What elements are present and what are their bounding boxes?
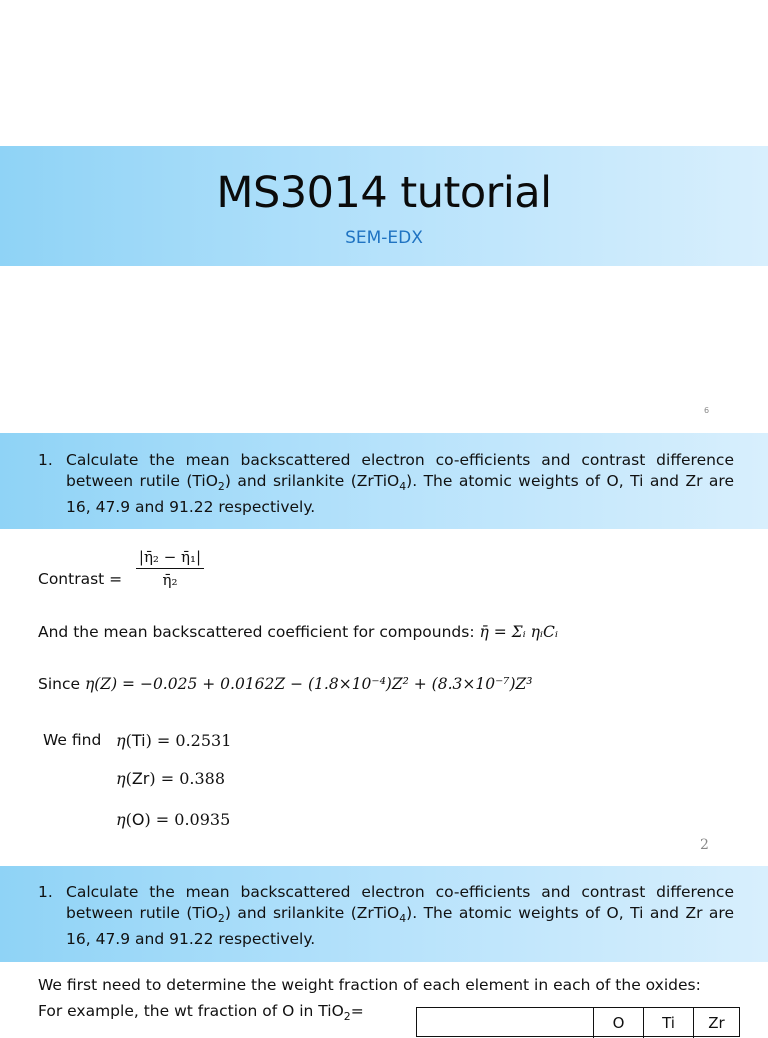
mean-coefficient-formula: η̄ = Σᵢ ηᵢCᵢ bbox=[479, 623, 559, 641]
weight-fraction-example: For example, the wt fraction of O in TiO$_2$= bbox=[38, 1002, 364, 1024]
question-body: Calculate the mean backscattered electron co-efficients and contrast difference between rutile (TiO$_2$) and srilankite (ZrTiO$_4$). The atomic weights of O, Ti and Zr are 16, 47.9 and 91.22 respectively. bbox=[66, 451, 734, 517]
we-find-label: We find bbox=[43, 731, 102, 749]
question-text-2 bbox=[38, 882, 734, 950]
question-number: 1. bbox=[38, 451, 53, 469]
table-header-zr: Zr bbox=[693, 1008, 739, 1038]
contrast-label: Contrast = bbox=[38, 570, 123, 588]
contrast-denominator: η̄₂ bbox=[162, 571, 178, 589]
table-header-o: O bbox=[593, 1008, 643, 1038]
eta-zr: η(Zr) = 0.388 bbox=[116, 769, 226, 788]
weight-fraction-intro: We first need to determine the weight fraction of each element in each of the oxides: bbox=[38, 976, 701, 994]
since-label: Since bbox=[38, 675, 81, 693]
eta-o: η(O) = 0.0935 bbox=[116, 810, 231, 829]
weight-fraction-table bbox=[416, 1007, 740, 1037]
eta-ti: η(Ti) = 0.2531 bbox=[116, 731, 232, 750]
table-header-ti: Ti bbox=[643, 1008, 693, 1038]
mean-coefficient-line bbox=[38, 623, 558, 641]
contrast-fraction bbox=[136, 548, 204, 589]
slide-subtitle: SEM-EDX bbox=[345, 228, 423, 248]
question-text bbox=[38, 450, 734, 518]
small-page-number: 6 bbox=[704, 406, 710, 415]
eta-function-line bbox=[38, 675, 533, 693]
question-body-2: Calculate the mean backscattered electron co-efficients and contrast difference between rutile (TiO$_2$) and srilankite (ZrTiO$_4$). The atomic weights of O, Ti and Zr are 16, 47.9 and 91.22 respectively. bbox=[66, 883, 734, 949]
contrast-numerator: |η̄₂ − η̄₁| bbox=[136, 548, 204, 569]
mean-coefficient-label: And the mean backscattered coefficient for compounds: bbox=[38, 623, 475, 641]
eta-function-formula: η(Z) = −0.025 + 0.0162Z − (1.8×10⁻⁴)Z² + (8.3×10⁻⁷)Z³ bbox=[84, 675, 533, 693]
question-number-2: 1. bbox=[38, 883, 53, 901]
page-number: 2 bbox=[700, 837, 709, 853]
slide-title: MS3014 tutorial bbox=[216, 168, 552, 218]
